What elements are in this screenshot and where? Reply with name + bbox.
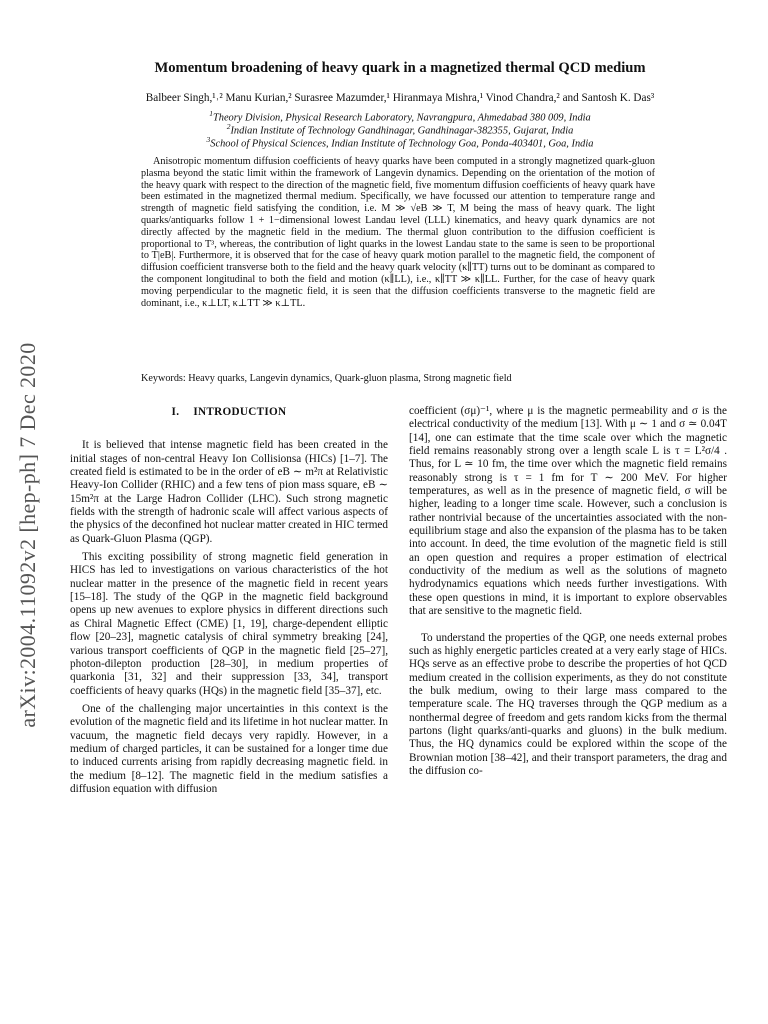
affiliation-mark: 1 <box>209 109 213 118</box>
section-title: INTRODUCTION <box>193 406 287 418</box>
keywords: Keywords: Heavy quarks, Langevin dynamics, Quark-gluon plasma, Strong magnetic field <box>141 373 512 384</box>
arxiv-identifier: arXiv:2004.11092v2 [hep-ph] 7 Dec 2020 <box>15 342 40 728</box>
body-paragraph: This exciting possibility of strong magnetic field generation in HICS has led to investigations on various characteristics of the hot nuclear matter in the presence of the magnetic field in recent years [15–18]. The study of the QGP in the magnetic field background opens up new avenues to explore physics in different directions such as Chiral Magnetic Effect (CME) [1, 19], charge-dependent elliptic flow [20–23], magnetic catalysis of chiral symmetry breaking [24], various transport coefficients of QGP in the magnetic field [25–27], photon-dilepton production [28–30], in medium properties of quarkonia [31, 32] and their suppression [33, 34], transport coefficients of heavy quarks (HQs) in the magnetic field [35–37], etc. <box>70 551 388 697</box>
body-paragraph: One of the challenging major uncertainties in this context is the evolution of the magnetic field and its lifetime in hot nuclear matter. In vacuum, the magnetic field decays very rapidly. However, in a medium of charged particles, it can be sustained for a longer time due to induced currents arising from rapidly decreasing magnetic field. in the medium [8–12]. The magnetic field in the medium satisfies a diffusion equation with diffusion <box>70 702 388 795</box>
section-heading <box>70 406 388 419</box>
left-column <box>70 406 388 796</box>
author-list: Balbeer Singh,¹˒² Manu Kurian,² Surasree Mazumder,¹ Hiranmaya Mishra,¹ Vinod Chandra,² and Santosh K. Das³ <box>145 92 655 104</box>
section-number: I. <box>171 406 180 418</box>
affiliation-text: School of Physical Sciences, Indian Institute of Technology Goa, Ponda-403401, Goa, India <box>210 138 594 150</box>
affiliation-mark: 2 <box>226 122 231 131</box>
paper-title: Momentum broadening of heavy quark in a magnetized thermal QCD medium <box>154 60 646 76</box>
body-paragraph: coefficient (σμ)⁻¹, where μ is the magnetic permeability and σ is the electrical conductivity of the medium [13]. With μ ∼ 1 and σ ≃ 0.04T [14], one can estimate that the time scale over which the magnetic field remains reasonably strong over a length scale L is τ = L²σ/4 . Thus, for L ≃ 10 fm, the time over which the magnetic field remains reasonably strong is τ = 1 fm for T ∼ 200 MeV. For higher temperatures, as well as in the presence of magnetic field, σ will be higher, leading to a longer time scale. However, such a conclusion is rather nontrivial because of the uncertainties associated with the non-equilibrium stage and also the expansion of the plasma has to be taken into account. In deed, the time evolution of the magnetic field is still an open question and requires a proper estimation of electrical conductivity of the medium as well as the solutions of magneto hydrodynamics equations which needs further investigations. With these open questions in mind, it is important to explore observables that are sensitive to the magnetic field. <box>409 405 727 618</box>
affiliation-3 <box>40 135 760 149</box>
right-column <box>409 405 727 778</box>
body-paragraph: To understand the properties of the QGP, one needs external probes such as highly energetic particles created at a very early stage of HICs. HQs serve as an effective probe to describe the properties of hot QCD medium created in the collision experiments, as they do not constitute the bulk medium, owing to their large mass compared to the temperature scale. The HQ traverses through the QGP medium as a nonthermal degree of freedom and gets random kicks from the thermal partons (light quarks/anti-quarks and gluons) in the bulk medium. Thus, the HQ dynamics could be explored within the scope of the Brownian motion [38–42], and their transport parameters, the drag and the diffusion co- <box>409 631 727 777</box>
body-paragraph: It is believed that intense magnetic field has been created in the initial stages of non-central Heavy Ion Collisionsa (HICs) [1–7]. The created field is estimated to be in the order of eB ∼ m²π at Relativistic Heavy-Ion Collider (RHIC) and a few tens of pion mass square, eB ∼ 15m²π at the Large Hadron Collider (LHC). Such strong magnetic fields with the strength of hadronic scale will affect various aspects of the physics of the deconfined hot nuclear matter created in HIC termed as Quark-Gluon Plasma (QGP). <box>70 439 388 545</box>
abstract: Anisotropic momentum diffusion coefficients of heavy quarks have been computed in a strongly magnetized quark-gluon plasma beyond the static limit within the framework of Langevin dynamics. Depending on the orientation of the motion of the heavy quark with respect to the direction of the magnetic field, five momentum diffusion coefficients of heavy quark have been estimated in the magnetized thermal medium. Specifically, we have focussed our attention to temperature range and strength of magnetic field satisfying the condition, i.e. M ≫ √eB ≫ T, M being the mass of heavy quark. The light quarks/antiquarks follow 1 + 1−dimensional lowest Landau level (LLL) kinematics, and heavy quark dynamics are not directly affected by the magnetic field in the medium. The thermal gluon contribution to the diffusion coefficient is proportional to T³, whereas, the contribution of light quarks in the lowest Landau state to the same is seen to be proportional to T|eB|. Furthermore, it is observed that for the case of heavy quark motion parallel to the magnetic field, the component of diffusion coefficient transverse both to the field and the heavy quark velocity (κ∥TT) turns out to be dominant as compared to the component longitudinal to both the field and motion (κ∥LL), i.e., κ∥TT ≫ κ∥LL. Further, for the case of heavy quark moving perpendicular to the magnetic field, it is seen that the diffusion coefficients transverse to the magnetic field are dominant, i.e., κ⊥LT, κ⊥TT ≫ κ⊥TL. <box>141 156 655 309</box>
affiliation-mark: 3 <box>206 135 211 144</box>
affiliation-text: Indian Institute of Technology Gandhinagar, Gandhinagar-382355, Gujarat, India <box>230 125 574 137</box>
affiliation-text: Theory Division, Physical Research Laboratory, Navrangpura, Ahmedabad 380 009, India <box>212 112 591 124</box>
